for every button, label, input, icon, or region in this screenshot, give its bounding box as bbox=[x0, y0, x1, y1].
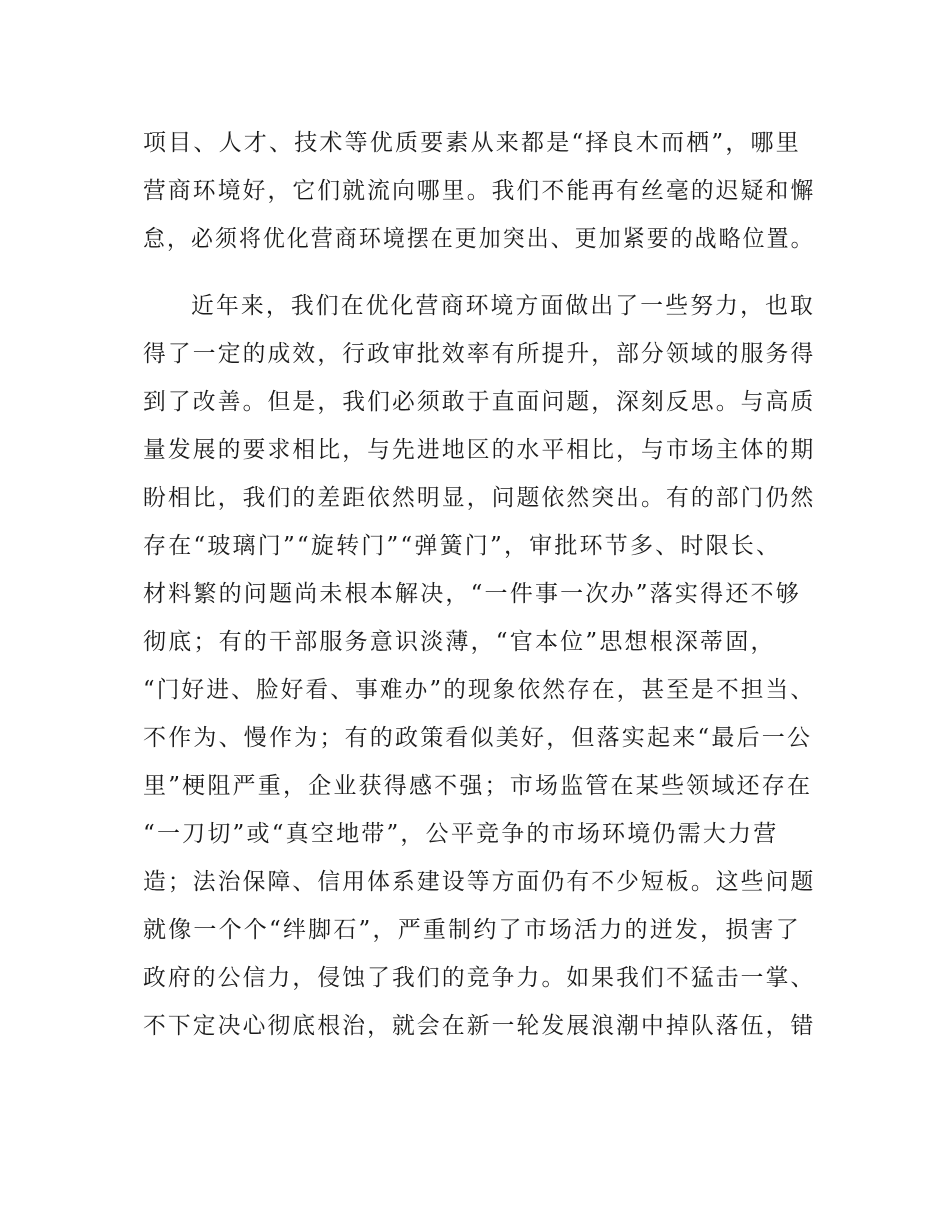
text-line: 就像一个个“绊脚石”，严重制约了市场活力的迸发，损害了 bbox=[143, 917, 801, 943]
text-line: 彻底；有的干部服务意识淡薄，“官本位”思想根深蒂固， bbox=[143, 629, 776, 655]
text-line: 营商环境好，它们就流向哪里。我们不能再有丝毫的迟疑和懈 bbox=[143, 178, 816, 204]
text-line: 不下定决心彻底根治，就会在新一轮发展浪潮中掉队落伍，错 bbox=[143, 1013, 816, 1039]
text-line: 得了一定的成效，行政审批效率有所提升，部分领域的服务得 bbox=[143, 341, 816, 367]
text-line: 不作为、慢作为；有的政策看似美好，但落实起来“最后一公 bbox=[143, 725, 813, 751]
text-line: 怠，必须将优化营商环境摆在更加突出、更加紧要的战略位置。 bbox=[143, 226, 815, 252]
text-line: 盼相比，我们的差距依然明显，问题依然突出。有的部门仍然 bbox=[143, 485, 816, 511]
text-line: “一刀切”或“真空地带”，公平竞争的市场环境仍需大力营 bbox=[143, 821, 779, 847]
text-line: 造；法治保障、信用体系建设等方面仍有不少短板。这些问题 bbox=[143, 869, 816, 895]
text-line: 项目、人才、技术等优质要素从来都是“择良木而栖”，哪里 bbox=[143, 130, 801, 156]
text-line: 量发展的要求相比，与先进地区的水平相比，与市场主体的期 bbox=[143, 437, 816, 463]
text-line: 到了改善。但是，我们必须敢于直面问题，深刻反思。与高质 bbox=[143, 389, 816, 415]
text-line: 材料繁的问题尚未根本解决，“一件事一次办”落实得还不够 bbox=[143, 581, 801, 607]
text-line: “门好进、脸好看、事难办”的现象依然存在，甚至是不担当、 bbox=[143, 677, 816, 703]
text-line: 存在“玻璃门”“旋转门”“弹簧门”，审批环节多、时限长、 bbox=[143, 533, 782, 559]
text-line: 近年来，我们在优化营商环境方面做出了一些努力，也取 bbox=[191, 293, 816, 319]
text-line: 里”梗阻严重，企业获得感不强；市场监管在某些领域还存在 bbox=[143, 773, 813, 799]
text-line: 政府的公信力，侵蚀了我们的竞争力。如果我们不猛击一掌、 bbox=[143, 965, 816, 991]
